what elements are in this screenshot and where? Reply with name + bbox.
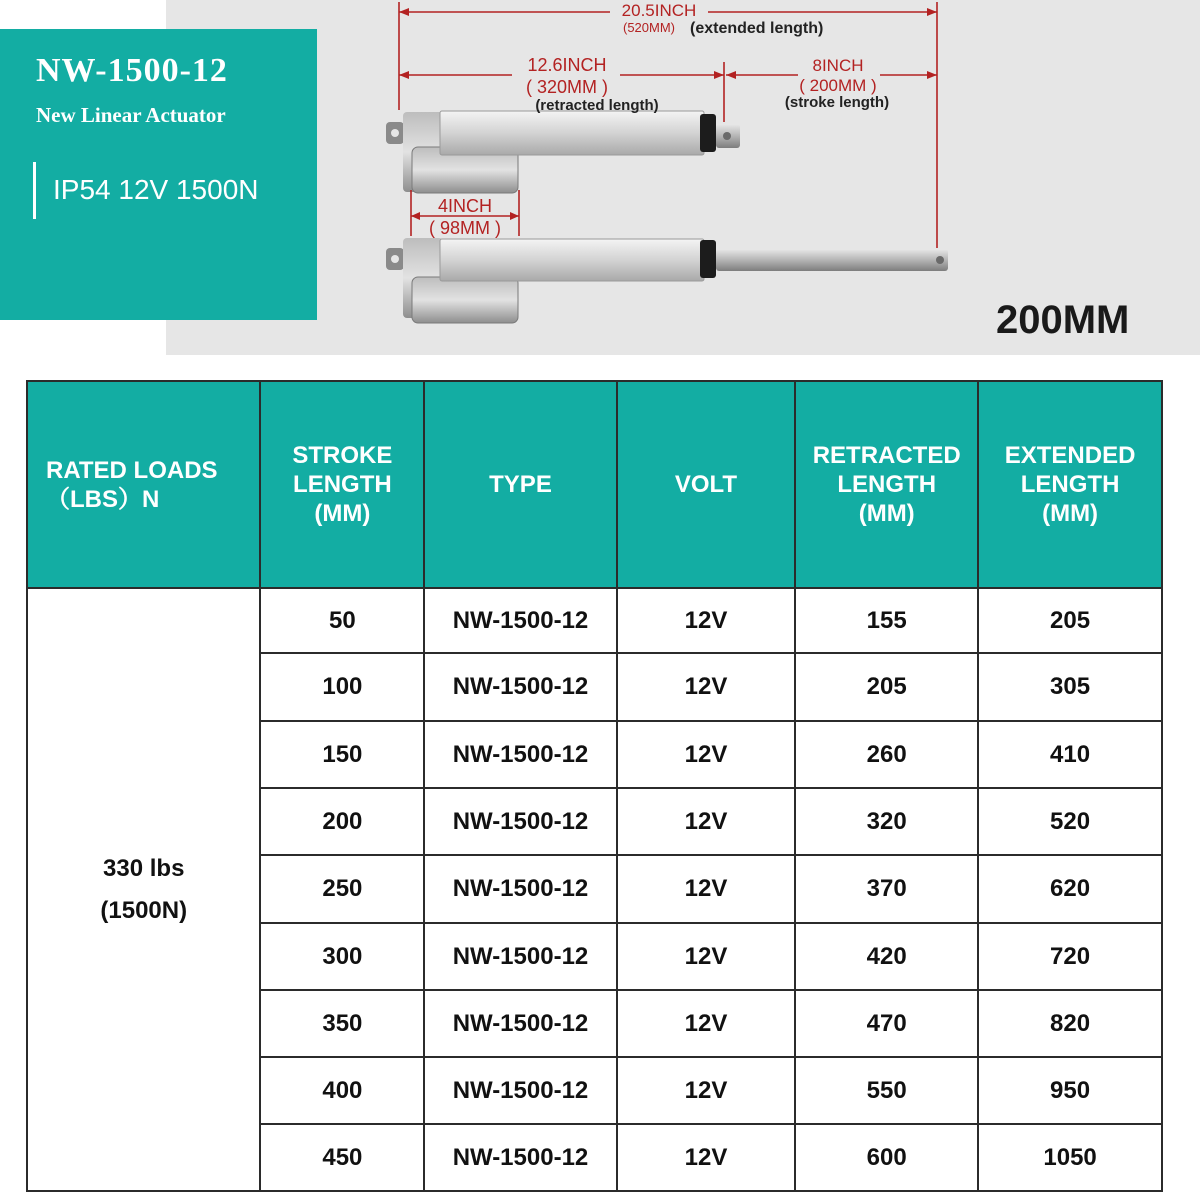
header-extended-length: EXTENDED LENGTH (MM) (978, 381, 1162, 588)
header-type: TYPE (424, 381, 616, 588)
stroke-length-note: (stroke length) (784, 94, 890, 111)
cell-extended: 720 (978, 923, 1162, 990)
cell-retracted: 470 (795, 990, 978, 1057)
cell-volt: 12V (617, 1057, 796, 1124)
cell-retracted: 600 (795, 1124, 978, 1191)
cell-type: NW-1500-12 (424, 653, 616, 721)
cell-volt: 12V (617, 990, 796, 1057)
cell-stroke: 400 (260, 1057, 424, 1124)
cell-stroke: 350 (260, 990, 424, 1057)
cell-volt: 12V (617, 923, 796, 990)
cell-extended: 620 (978, 855, 1162, 923)
cell-retracted: 320 (795, 788, 978, 855)
cell-volt: 12V (617, 855, 796, 923)
cell-stroke: 100 (260, 653, 424, 721)
cell-extended: 305 (978, 653, 1162, 721)
cell-type: NW-1500-12 (424, 788, 616, 855)
cell-stroke: 50 (260, 588, 424, 653)
cell-retracted: 420 (795, 923, 978, 990)
rated-load-cell: 330 lbs (1500N) (27, 588, 260, 1191)
spec-divider (33, 162, 36, 219)
cell-stroke: 150 (260, 721, 424, 788)
extended-length-note: (extended length) (690, 20, 824, 37)
cell-stroke: 300 (260, 923, 424, 990)
cell-type: NW-1500-12 (424, 990, 616, 1057)
spec-table (26, 380, 1163, 1192)
header-stroke-length: STROKE LENGTH (MM) (260, 381, 424, 588)
actuator-retracted (386, 111, 740, 193)
spec-summary: IP54 12V 1500N (53, 174, 259, 205)
cell-retracted: 260 (795, 721, 978, 788)
cell-volt: 12V (617, 588, 796, 653)
actuator-extended (386, 238, 948, 323)
stroke-length-mm: ( 200MM ) (799, 76, 877, 95)
model-subtitle: New Linear Actuator (36, 103, 226, 127)
stroke-length-inch: 8INCH (812, 56, 864, 75)
cell-stroke: 250 (260, 855, 424, 923)
cell-extended: 950 (978, 1057, 1162, 1124)
cell-type: NW-1500-12 (424, 923, 616, 990)
header-retracted-length: RETRACTED LENGTH (MM) (795, 381, 978, 588)
cell-volt: 12V (617, 721, 796, 788)
cell-volt: 12V (617, 1124, 796, 1191)
cell-volt: 12V (617, 653, 796, 721)
cell-type: NW-1500-12 (424, 855, 616, 923)
cell-extended: 520 (978, 788, 1162, 855)
cell-retracted: 205 (795, 653, 978, 721)
cell-volt: 12V (617, 788, 796, 855)
cell-extended: 1050 (978, 1124, 1162, 1191)
cell-extended: 410 (978, 721, 1162, 788)
cell-retracted: 550 (795, 1057, 978, 1124)
stroke-tag: 200MM (996, 298, 1130, 342)
extended-length-mm: (520MM) (623, 20, 676, 35)
model-title: NW-1500-12 (36, 52, 228, 89)
header-rated-loads: RATED LOADS （LBS）N (27, 381, 260, 588)
motor-width-mm: ( 98MM ) (429, 218, 501, 238)
table-row (27, 588, 1162, 653)
retracted-length-mm: ( 320MM ) (525, 77, 609, 97)
retracted-length-note: (retracted length) (535, 97, 659, 114)
cell-retracted: 370 (795, 855, 978, 923)
cell-retracted: 155 (795, 588, 978, 653)
cell-type: NW-1500-12 (424, 721, 616, 788)
cell-stroke: 450 (260, 1124, 424, 1191)
table-header-row (27, 381, 1162, 588)
cell-type: NW-1500-12 (424, 588, 616, 653)
cell-extended: 820 (978, 990, 1162, 1057)
cell-extended: 205 (978, 588, 1162, 653)
motor-width-inch: 4INCH (437, 196, 493, 216)
extended-length-inch: 20.5INCH (621, 1, 697, 20)
header-volt: VOLT (617, 381, 796, 588)
cell-type: NW-1500-12 (424, 1057, 616, 1124)
cell-type: NW-1500-12 (424, 1124, 616, 1191)
cell-stroke: 200 (260, 788, 424, 855)
retracted-length-inch: 12.6INCH (527, 55, 607, 75)
